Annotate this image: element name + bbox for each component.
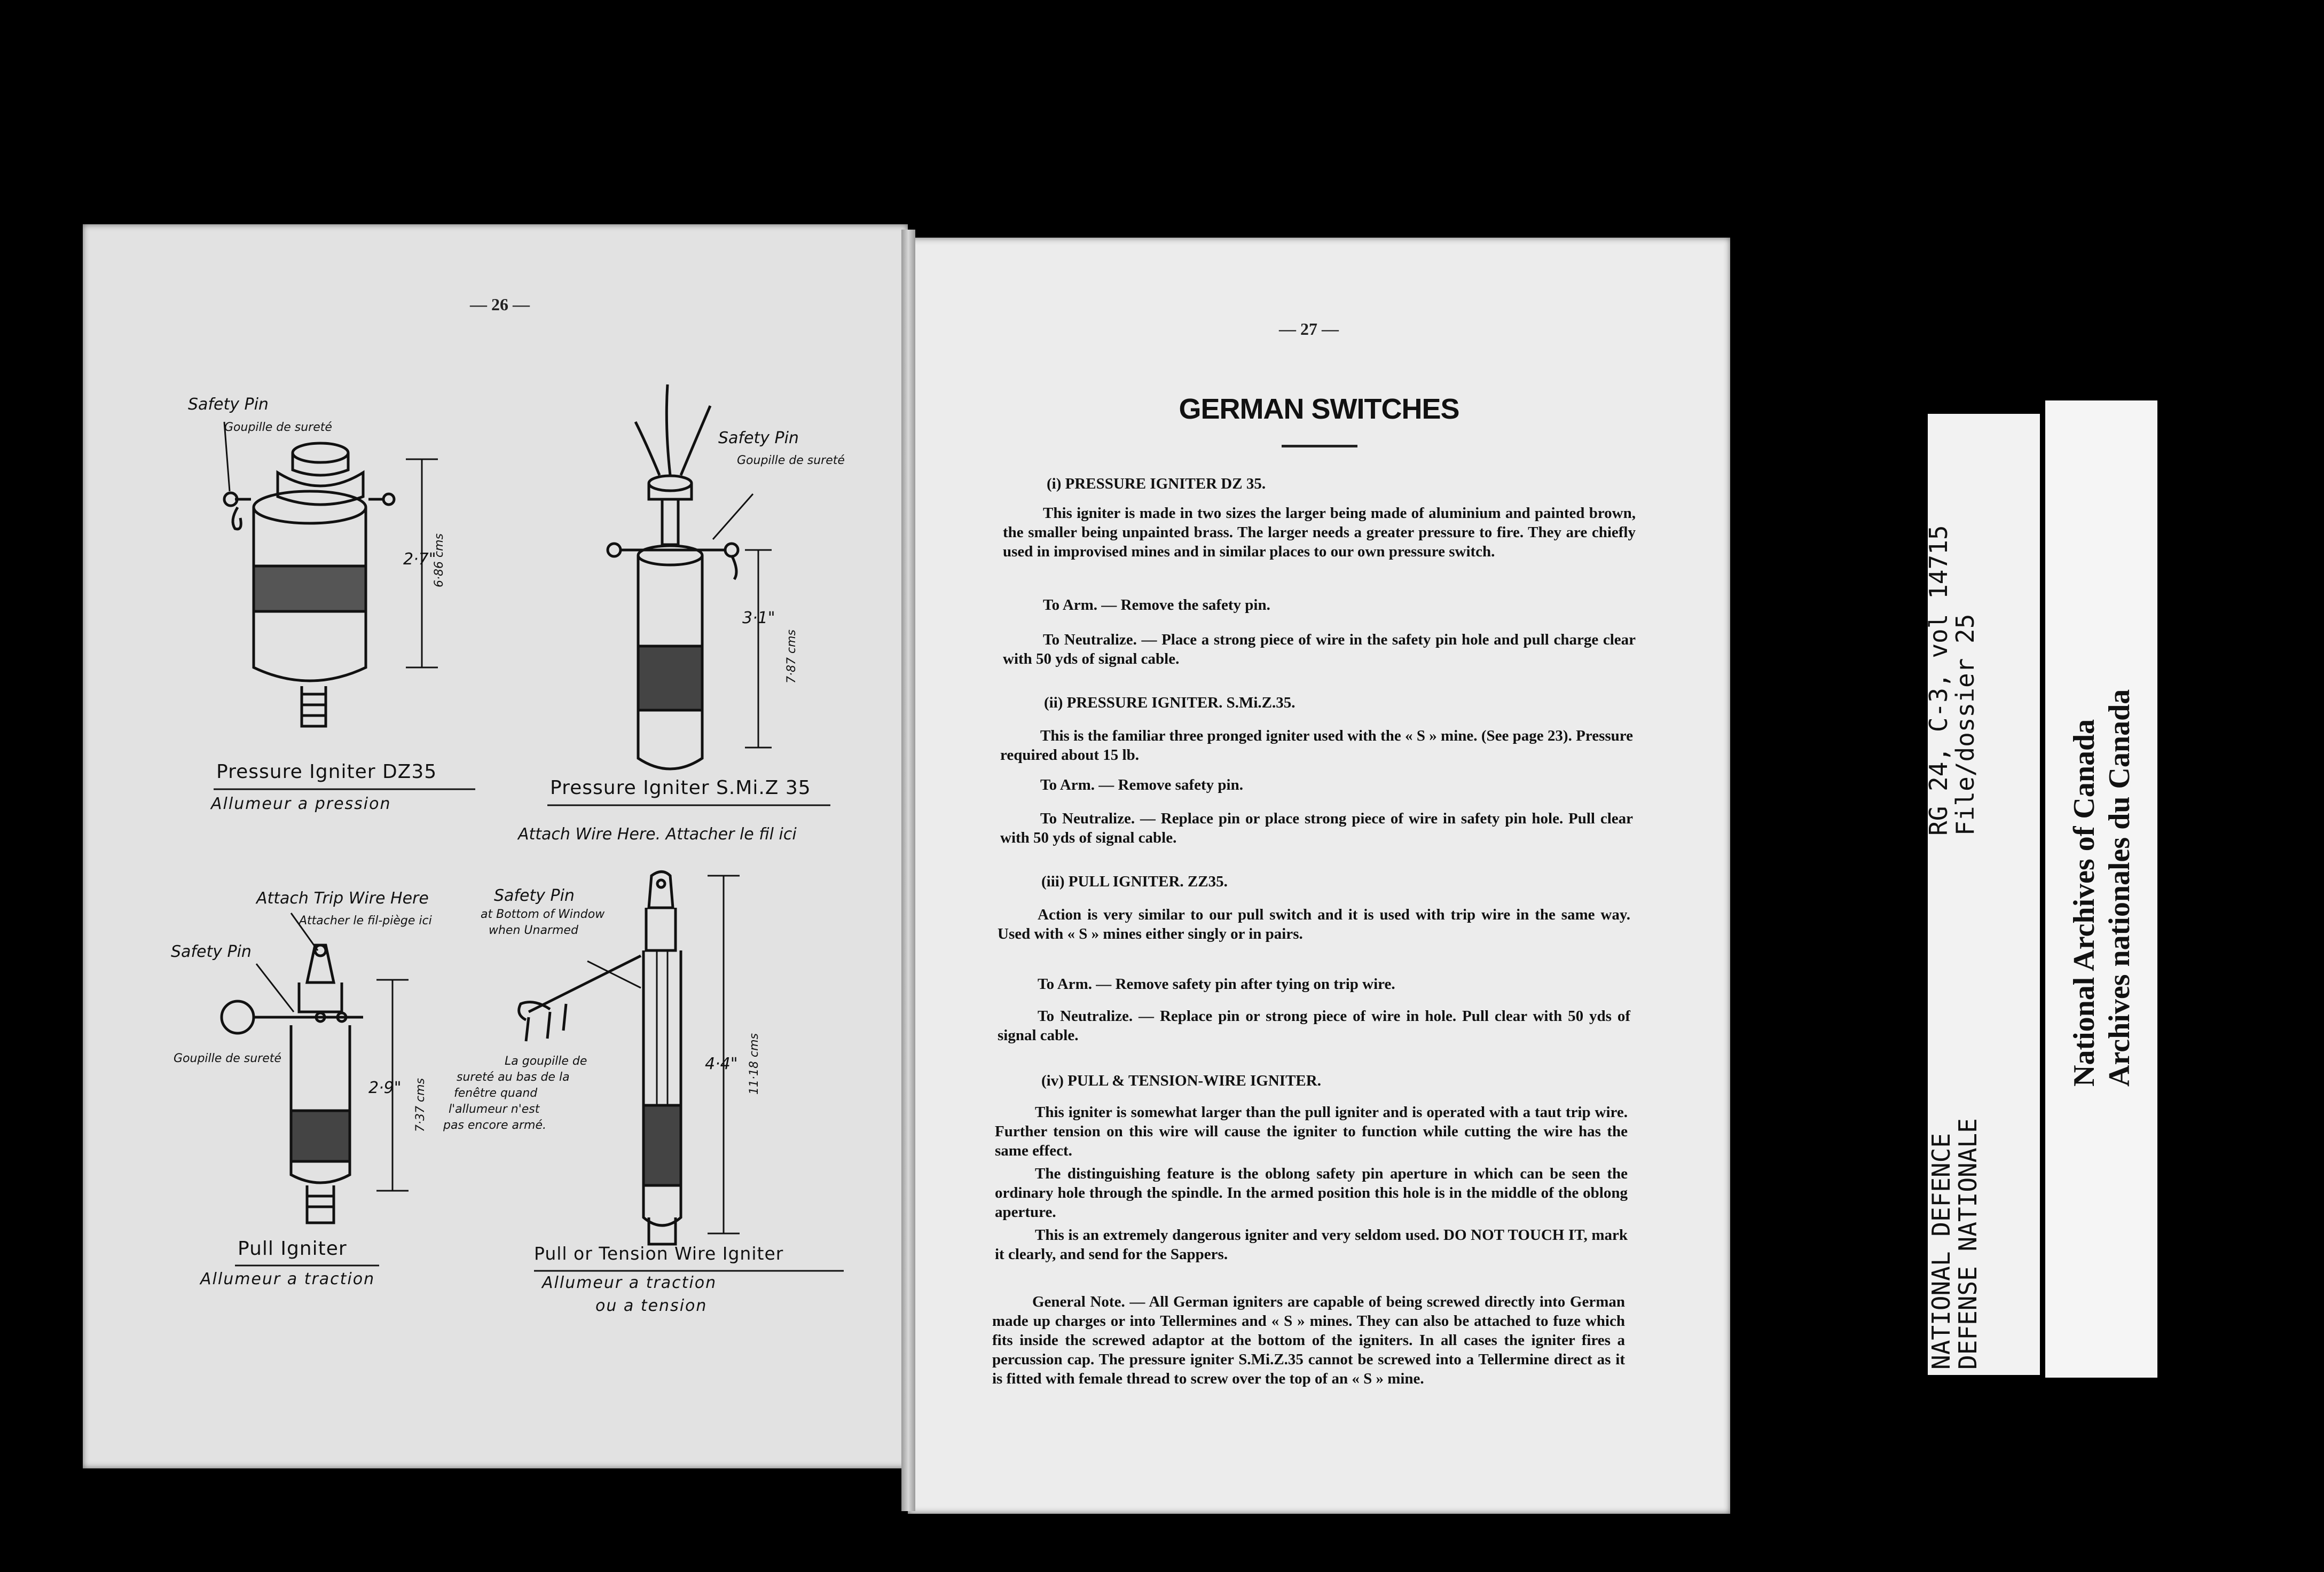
paragraph: To Arm. — Remove safety pin after tying on trip wire. <box>1038 976 1395 993</box>
smiz35-caption: Pressure Igniter S.Mi.Z 35 <box>550 777 811 799</box>
pull-caption-fr: Allumeur a traction <box>200 1270 375 1288</box>
paragraph: To Neutralize. — Replace pin or place strong piece of wire in safety pin hole. Pull clear with 50 yds of signal cable. <box>1000 810 1633 846</box>
dz35-caption-fr: Allumeur a pression <box>211 795 391 813</box>
smiz35-safety-pin-fr-label: Goupille de sureté <box>737 454 845 467</box>
paragraph: To Neutralize. — Place a strong piece of wire in the safety pin hole and pull charge clear with 50 yds of signal cable. <box>1003 631 1636 667</box>
smiz35-safety-pin-label: Safety Pin <box>718 429 799 447</box>
archive-reference: RG 24, C-3, vol 14715 File/dossier 25 <box>1924 525 1980 836</box>
dz35-length-in: 2·7" <box>403 550 436 569</box>
page-number-left: — 26 — <box>470 295 530 314</box>
paragraph: This igniter is made in two sizes the larger being made of aluminium and painted brown, the smaller being unpainted brass. The larger needs a greater pressure to fire. They are chiefly used in improvised mines and in similar places to our own pressure switch. <box>1003 505 1636 560</box>
tension-caption-fr-1: Allumeur a traction <box>542 1274 717 1292</box>
department-label: NATIONAL DEFENCE DEFENSE NATIONALE <box>1927 1118 1982 1370</box>
pull-caption: Pull Igniter <box>238 1238 347 1260</box>
general-note: General Note. — All German igniters are capable of being screwed directly into German made up charges or into Tellermines and « S » mines. They can also be attached to fuze which fits inside the screwed adaptor at the bottom of the igniters. In all cases the igniter fires a percussion cap. The pressure igniter S.Mi.Z.35 cannot be screwed into a Tellermine direct as it is fitted with female thread to screw over the top of an « S » mine. <box>992 1293 1625 1387</box>
pull-safety-pin-label: Safety Pin <box>171 942 252 961</box>
document-title: GERMAN SWITCHES <box>1179 393 1459 425</box>
smiz35-length-in: 3·1" <box>742 609 775 627</box>
paragraph: To Arm. — Remove the safety pin. <box>1043 596 1270 614</box>
paragraph: This is an extremely dangerous igniter and very seldom used. DO NOT TOUCH IT, mark it clearly, and send for the Sappers. <box>995 1227 1628 1263</box>
dz35-safety-pin-fr-label: Goupille de sureté <box>224 421 332 434</box>
tension-note-fr-5: pas encore armé. <box>443 1119 546 1132</box>
page-number-right: — 27 — <box>1279 319 1339 339</box>
tension-caption: Pull or Tension Wire Igniter <box>534 1243 784 1264</box>
title-rule <box>1282 445 1357 447</box>
tension-note-fr-2: sureté au bas de la <box>457 1071 570 1084</box>
pull-safety-pin-fr-label: Goupille de sureté <box>174 1052 281 1065</box>
pull-attach-label: Attach Trip Wire Here <box>256 889 429 908</box>
tension-caption-fr-2: ou a tension <box>595 1296 708 1315</box>
pull-attach-fr-label: Attacher le fil-piège ici <box>299 914 432 928</box>
paragraph: This is the familiar three pronged igniter used with the « S » mine. (See page 23). Pressure required about 15 lb. <box>1000 727 1633 764</box>
pull-length-cm: 7·37 cms <box>414 1078 427 1132</box>
paragraph: Action is very similar to our pull switch and it is used with trip wire in the same way. Used with « S » mines either singly or in pairs. <box>998 906 1630 942</box>
tension-safety-pin-label-3: when Unarmed <box>489 924 578 937</box>
tension-note-fr-3: fenêtre quand <box>454 1087 538 1100</box>
tension-length-cm: 11·18 cms <box>748 1033 761 1095</box>
section-heading: (iii) PULL IGNITER. ZZ35. <box>1041 873 1228 890</box>
tension-note-fr-4: l'allumeur n'est <box>449 1103 540 1116</box>
tension-attach-label: Attach Wire Here. Attacher le fil ici <box>518 825 797 844</box>
dz35-length-cm: 6·86 cms <box>433 533 446 587</box>
paragraph: The distinguishing feature is the oblong safety pin aperture in which can be seen the ordinary hole through the spindle. In the armed position this hole is in the middle of the oblong aperture. <box>995 1165 1628 1221</box>
smiz35-length-cm: 7·87 cms <box>785 630 798 683</box>
paragraph: To Neutralize. — Replace pin or strong piece of wire in hole. Pull clear with 50 yds of signal cable. <box>998 1008 1630 1044</box>
dz35-safety-pin-label: Safety Pin <box>188 395 269 414</box>
section-heading: (iv) PULL & TENSION-WIRE IGNITER. <box>1041 1072 1321 1089</box>
archive-name: National Archives of Canada Archives nationales du Canada <box>2068 689 2136 1087</box>
tension-safety-pin-label: Safety Pin <box>494 886 575 905</box>
tension-length-in: 4·4" <box>705 1055 738 1073</box>
section-heading: (i) PRESSURE IGNITER DZ 35. <box>1047 475 1266 492</box>
dz35-drawing <box>224 422 438 726</box>
dz35-caption: Pressure Igniter DZ35 <box>216 761 437 783</box>
paragraph: This igniter is somewhat larger than the pull igniter and is operated with a taut trip wire. Further tension on this wire will cause the igniter to function while cutting the wire has the same effect. <box>995 1104 1628 1159</box>
pull-length-in: 2·9" <box>368 1079 402 1097</box>
paragraph: To Arm. — Remove safety pin. <box>1040 776 1243 793</box>
tension-note-fr-1: La goupille de <box>505 1055 587 1068</box>
section-heading: (ii) PRESSURE IGNITER. S.Mi.Z.35. <box>1044 694 1296 711</box>
tension-safety-pin-label-2: at Bottom of Window <box>481 908 605 921</box>
